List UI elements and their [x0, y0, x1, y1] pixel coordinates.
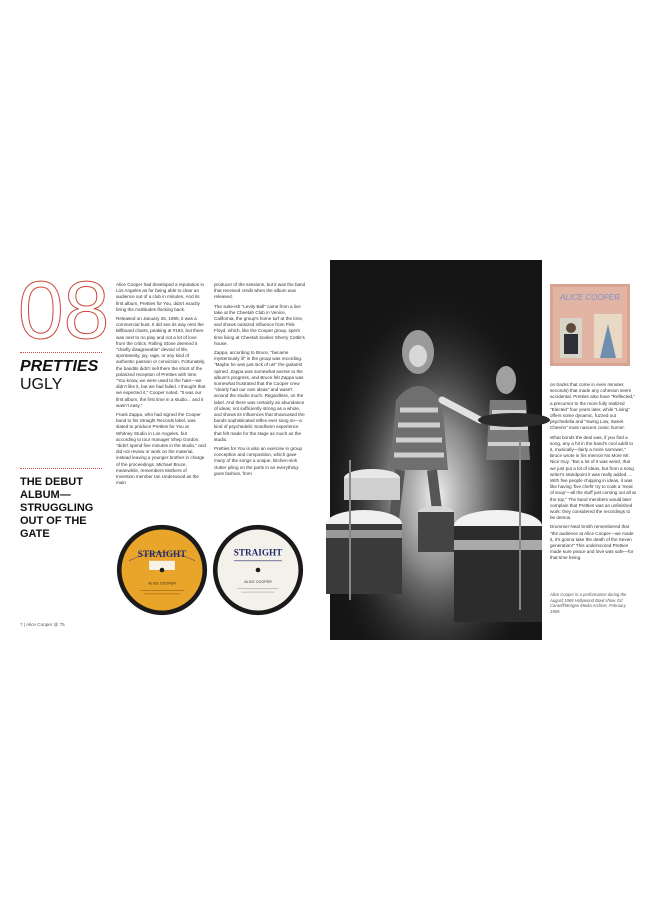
paragraph: Pretties for You is also an exercise in group conception and composition, which gave many of the songs a unique, kitchen-sink clutter piling on the parts in an everything-goes fashion, from: [214, 446, 303, 476]
record-orange: [116, 524, 208, 616]
vinyl-white-graphic: [212, 524, 304, 616]
album-cover-graphic: [550, 284, 630, 366]
body-column-2: [214, 282, 306, 480]
paragraph: producer of the sessions, but it was the band that received credit when the album was released.: [214, 282, 306, 300]
footer-separator: |: [23, 622, 27, 627]
page-number: 7: [20, 622, 23, 627]
record-white: [212, 524, 304, 616]
record-orange-label-center: ALICE COOPER: [148, 581, 176, 586]
vinyl-orange-graphic: [116, 524, 208, 616]
footer-book-title: Alice Cooper @ 75: [26, 622, 65, 627]
chapter-number: [16, 265, 110, 356]
section-subhead: THE DEBUT ALBUM—STRUGGLING OUT OF THE GATE: [20, 476, 94, 540]
paragraph: Alice Cooper had developed a reputation in Los Angeles as for being able to clear an audience out of a club in minutes. And its first album, Pretties for You, didn't exactly bring the multitudes flocking back.: [116, 282, 205, 312]
chapter-number-graphic: [16, 265, 110, 356]
body-column-3: [550, 382, 636, 565]
record-orange-label-top: STRAIGHT: [137, 549, 187, 560]
paragraph: on tracks that come in even minutes seconds) that made any cohesion seem accidental. Pretties also have "Reflected," a precursor to the more fully realized "Elected" four years later, while "Living" offers some dynamic, fuzzed out psychedelia and "Swing Low, Sweet Cheerio" touts nascent comic humor.: [550, 382, 635, 431]
paragraph: Zappa, according to Bruce, "became mysteriously ill" in the group was recording. "Maybe he was just sick of us!" the guitarist opined. Zappa was somewhat averse to the album's progress, and Bruce felt Zappa was somewhat frustrated that the Cooper crew "clearly had our own ideas" and wasn't around the studio much. Regardless, on the label. And there was certainly an abundance of ideas, not sufficiently strong as a whole, and shows its influences that showcased the bands sophisticated reflex ever song so—a kind of psychedelic Sondheim experience that felt made for the stage as much as the studio.: [214, 350, 305, 442]
concert-photo-graphic: [330, 260, 542, 640]
paragraph: Drummer Neal Smith remembered that "the audience at Alice Cooper—we made it, it's gonna take the death of the Seven generation!" This underscored Pretties made sure peace and love was safe—for that time being.: [550, 524, 634, 561]
chapter-title-line1: PRETTIES: [20, 358, 99, 375]
concert-photo: [330, 260, 542, 640]
album-cover-title: ALICE COOPER: [559, 293, 621, 302]
paragraph: The suite-ish "Levity Ball" came from a live take at the Cheetah Club in Venice, California, the group's home turf at the time, and shows outsized influence from Pink Floyd, which, like the Cooper group, spent time living at Cheetah booker Sherry Cottle's house.: [214, 303, 305, 346]
photo-caption: Alice Cooper in a performance during the August 1969 Hollywood Bowl show. Ed Caraeff/Morgan Media Archive, February 1969.: [550, 592, 627, 614]
chapter-title: [20, 358, 110, 394]
chapter-number-text: 08: [18, 265, 110, 356]
paragraph: What bonds the deal was, if you find a song, any a hit in the band's cool addit to it, musically—fairly a more narrower," Bruce wrote in his memoir No More Mr. Nice Guy. "But a lot of it was weird, that we just put a lot of ideas, but from a song writer's standpoint it was really added. ... With five people chipping in ideas, it was like having 'five chefs' try to cook a 'meal of soup'—all the stuff just coming out all at the top." The band members would later complain that Pretties was an unfinished work: they considered the recordings to be demos.: [550, 434, 636, 521]
divider-bottom: [20, 468, 102, 469]
chapter-title-line2: UGLY: [20, 376, 63, 393]
body-column-1: [116, 282, 206, 490]
album-cover: [550, 284, 630, 366]
paragraph: Frank Zappa, who had signed the Cooper band to his Straight Records label, was slated to produce Pretties for You at Whitney Studio in Los Angeles, but according to tour manager Shep Gordon, "didn't spend five minutes in the studio," and did not review or work on the material, instead leaving a younger brother in charge of the proceedings. Michael Bruce, meanwhile, remembers Mothers of Invention member Ian Underwood as the main: [116, 412, 206, 486]
record-white-label-top: STRAIGHT: [233, 547, 283, 558]
record-white-label-center: ALICE COOPER: [244, 579, 272, 584]
paragraph: Released on January 25, 1969, it was a commercial bust. It did see its way onto the Billboard charts, peaking at #193, but there was next to no play and not a lot of love from the critics. Rolling Stone deemed it "chiefly disagreeable" devoid of life, spontaneity, joy, rage, or any kind of authentic passion or conviction. Fortunately, the bandits didn't sell them the short of the polarized reception of Pretties with time. "You know, we were used to the hate—we didn't like it, but we had failed. I thought that we expected it," Cooper noted. "It was our first album, the first time in a studio... and it wasn't easy.": [116, 316, 206, 408]
page-footer: [20, 622, 65, 627]
divider-top: [20, 352, 102, 353]
